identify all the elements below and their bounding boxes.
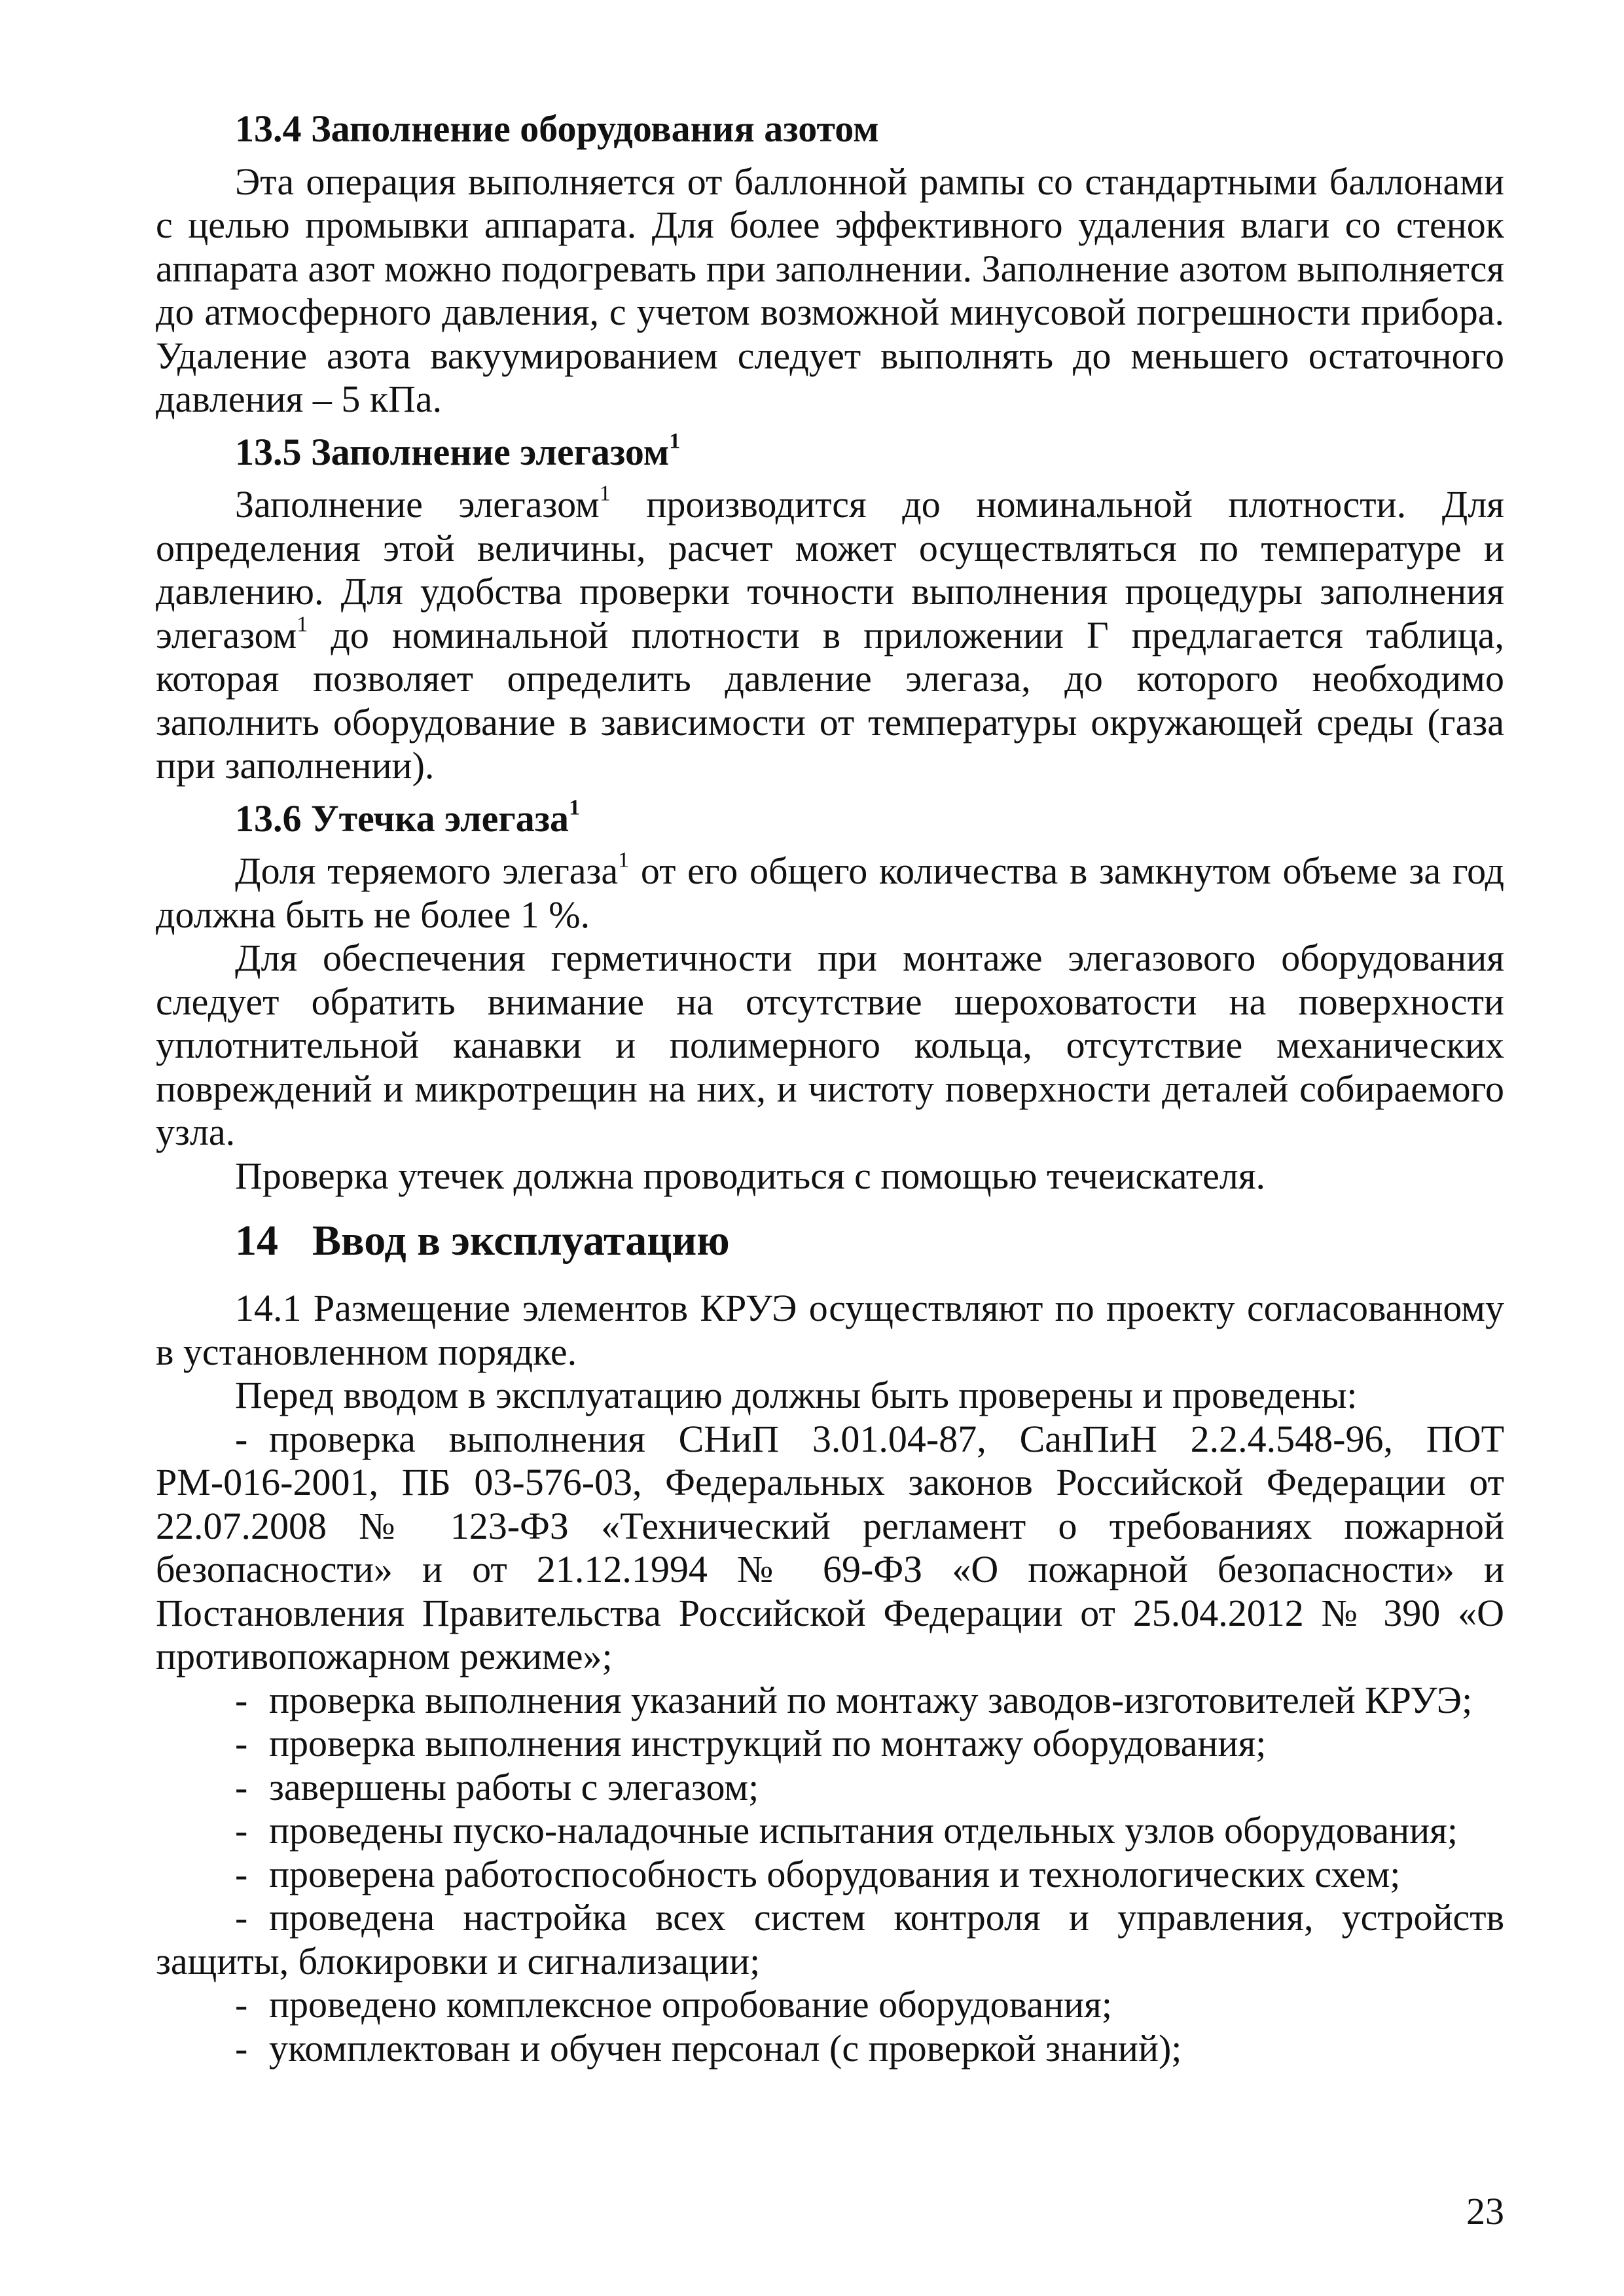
- list-item: [156, 1983, 1504, 2027]
- list-item-text: проверка выполнения инструкций по монтажу оборудования;: [269, 1722, 1267, 1765]
- footnote-mark: 1: [297, 612, 308, 636]
- list-dash: -: [235, 1417, 248, 1460]
- list-item: [156, 2027, 1504, 2071]
- list-dash: -: [235, 1678, 248, 1721]
- footnote-mark: 1: [618, 848, 630, 872]
- list-item: [156, 1418, 1504, 1679]
- text-run: от его общего количества в замкнутом объеме за год должна быть не более 1 %.: [156, 850, 1505, 936]
- list-item-text: завершены работы с элегазом;: [269, 1765, 759, 1808]
- list-item: [156, 1809, 1504, 1853]
- section-13-6-paragraph-3: Проверка утечек должна проводиться с помощью течеискателя.: [235, 1154, 1266, 1197]
- section-14-heading-text: Ввод в эксплуатацию: [312, 1217, 730, 1265]
- list-dash: -: [235, 1852, 248, 1895]
- requirements-list: [156, 1418, 1504, 2071]
- list-item: [156, 1896, 1504, 1983]
- section-13-6-heading: [156, 797, 1504, 841]
- section-13-5-paragraph: [156, 483, 1504, 788]
- text-run: производится до номинальной плотности. Для определения этой величины, расчет может осуществляться по температуре и давлению. Для удобства проверки точности выполнения процедуры заполнения элегазом: [156, 483, 1504, 656]
- footnote-mark: 1: [599, 481, 611, 506]
- section-13-5-heading: [156, 431, 1504, 475]
- section-14-paragraph-1: 14.1 Размещение элементов КРУЭ осуществляют по проекту согласованному в установленном порядке.: [156, 1287, 1504, 1373]
- footnote-mark: 1: [569, 795, 581, 819]
- section-14-number: 14: [235, 1217, 278, 1265]
- list-item-text: проверена работоспособность оборудования и технологических схем;: [269, 1852, 1401, 1895]
- section-13-5-heading-text: 13.5 Заполнение элегазом: [235, 430, 670, 473]
- list-dash: -: [235, 1722, 248, 1765]
- list-item-text: укомплектован и обучен персонал (с проверкой знаний);: [269, 2026, 1182, 2070]
- section-13-6-heading-text: 13.6 Утечка элегаза: [235, 797, 569, 840]
- section-13-6-paragraph-2: Для обеспечения герметичности при монтаже элегазового оборудования следует обратить внимание на отсутствие шероховатости на поверхности уплотнительной канавки и полимерного кольца, отсутствие механических повреждений и микротрещин на них, и чистоту поверхности деталей собираемого узла.: [156, 937, 1504, 1153]
- list-item: [156, 1766, 1504, 1810]
- list-item-text: проведена настройка всех систем контроля и управления, устройств защиты, блокировки и сигнализации;: [156, 1896, 1504, 1982]
- list-dash: -: [235, 1765, 248, 1808]
- section-13-4-heading: [156, 107, 1504, 151]
- list-dash: -: [235, 2026, 248, 2070]
- list-item: [156, 1722, 1504, 1766]
- text-run: Доля теряемого элегаза: [235, 850, 619, 892]
- footnote-mark: 1: [669, 429, 681, 453]
- page-number: 23: [1466, 2190, 1504, 2233]
- section-13-4-heading-text: 13.4 Заполнение оборудования азотом: [235, 107, 879, 150]
- text-run: до номинальной плотности в приложении Г предлагается таблица, которая позволяет определить давление элегаза, до которого необходимо заполнить оборудование в зависимости от температуры окружающей среды (газа при заполнении).: [156, 613, 1504, 787]
- list-item-text: проведены пуско-наладочные испытания отдельных узлов оборудования;: [269, 1809, 1458, 1852]
- text-run: Заполнение элегазом: [235, 483, 600, 526]
- section-13-4-paragraph: Эта операция выполняется от баллонной рампы со стандартными баллонами с целью промывки аппарата. Для более эффективного удаления влаги со стенок аппарата азот можно подогревать при заполнении. Заполнение азотом выполняется до атмосферного давления, с учетом возможной минусовой погрешности прибора. Удаление азота вакуумированием следует выполнять до меньшего остаточного давления – 5 кПа.: [156, 160, 1504, 420]
- list-item-text: проверка выполнения указаний по монтажу заводов-изготовителей КРУЭ;: [269, 1678, 1473, 1721]
- page-content: [156, 98, 1504, 2070]
- section-14-heading: [156, 1215, 1504, 1267]
- list-dash: -: [235, 1983, 248, 2026]
- section-13-6-paragraph-1: [156, 850, 1504, 937]
- list-dash: -: [235, 1809, 248, 1852]
- section-14-paragraph-2: Перед вводом в эксплуатацию должны быть проверены и проведены:: [235, 1374, 1358, 1416]
- list-item: [156, 1679, 1504, 1723]
- list-item-text: проведено комплексное опробование оборудования;: [269, 1983, 1112, 2026]
- list-item: [156, 1853, 1504, 1897]
- list-item-text: проверка выполнения СНиП 3.01.04-87, СанПиН 2.2.4.548-96, ПОТ РМ-016-2001, ПБ 03-576-03, Федеральных законов Российской Федерации от 22.07.2008 № 123-ФЗ «Технический регламент о требованиях пожарной безопасности» и от 21.12.1994 № 69-ФЗ «О пожарной безопасности» и Постановления Правительства Российской Федерации от 25.04.2012 № 390 «О противопожарном режиме»;: [156, 1417, 1504, 1677]
- list-dash: -: [235, 1896, 248, 1939]
